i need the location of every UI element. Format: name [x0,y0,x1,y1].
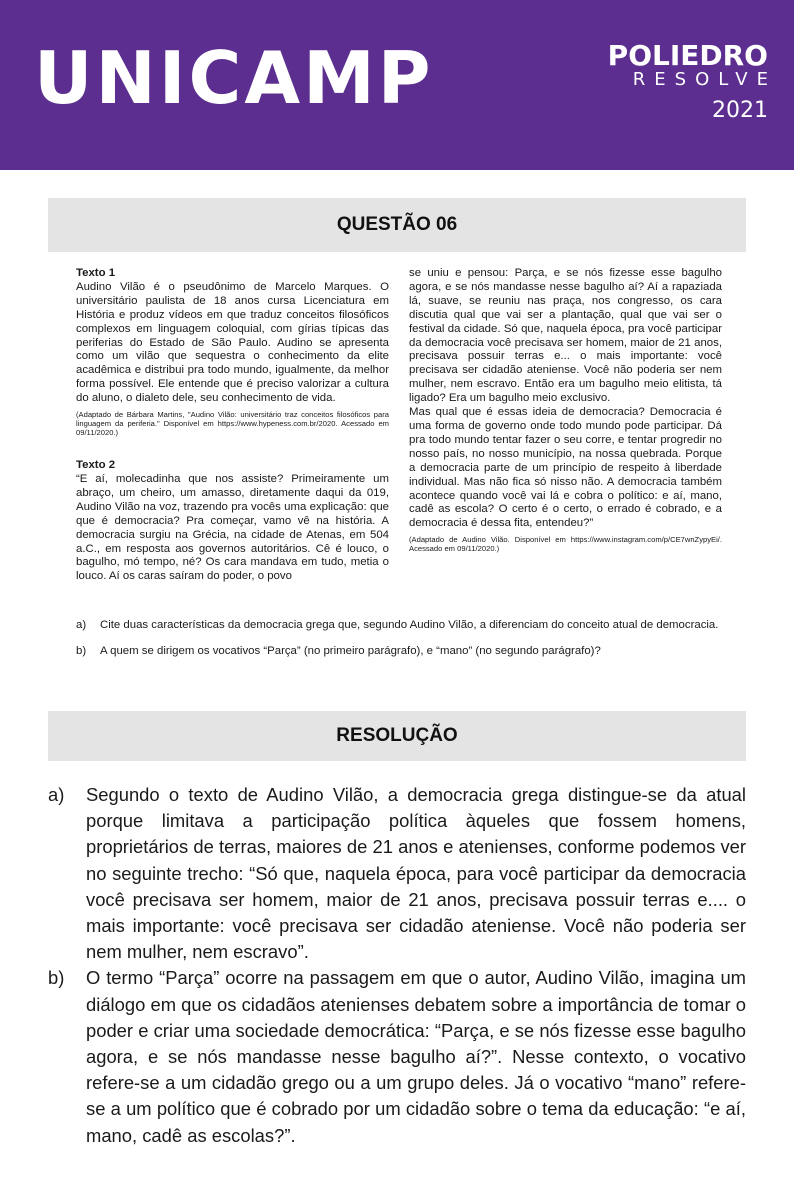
answer-letter: b) [48,967,65,989]
question-letter: a) [76,619,87,631]
answer-letter: a) [48,784,65,805]
question-title: QUESTÃO 06 [48,198,746,252]
texto1-body: Audino Vilão é o pseudônimo de Marcelo Marques. O universitário paulista de 18 anos cursa Licenciatura em História e produz vídeos em que traduz conceitos filosóficos complexos em linguagem coloquial, com gírias típicas das periferias do Estado de São Paulo. Audino se apresenta como um vilão que sequestra o conhecimento da elite acadêmica e distribui pra todo mundo, igualmente, da melhor forma possível. Ele entende que é preciso valorizar a cultura do aluno, o dialeto dele, seu conhecimento de vida. [76,280,389,405]
question-text: Cite duas características da democracia grega que, segundo Audino Vilão, a diferenciam do conceito atual de democracia. [100,619,719,631]
unicamp-logo: UNICAMP [34,36,434,120]
texto2-body-left: “E aí, molecadinha que nos assiste? Primeiramente um abraço, um cheiro, um amasso, diretamente daqui da 019, Audino Vilão na voz, trazendo pra vocês uma explicação: que que é democracia? Pra começar, vamo vê na história. A democracia surgiu na Grécia, na cidade de Atenas, em 504 a.C., em resposta aos governos autoritários. Cê é louco, o bagulho, mó tempo, né? Os cara mandava em tudo, metia o louco. Aí os caras saíram do poder, o povo [76,472,389,583]
resolution-title: RESOLUÇÃO [48,711,746,761]
question-list [76,618,722,670]
answer-list [48,782,746,1149]
answer-item [48,782,746,965]
answer-text: Segundo o texto de Audino Vilão, a democracia grega distingue-se da atual porque limitava a participação política àqueles que fossem homens, proprietários de terras, maiores de 21 anos e atenienses, conforme podemos ver no seguinte trecho: “Só que, naquela época, para você participar da democracia você precisava ser homem, maior de 21 anos, precisava possuir terras e.... o mais importante: você precisava ser cidadão ateniense. Você não poderia ser nem mulher, nem escravo”. [86,784,746,963]
page-header [0,0,794,170]
texto2-heading: Texto 2 [76,459,116,472]
texto2-source: (Adaptado de Audino Vilão. Disponível em https://www.instagram.com/p/CE7wnZypyEi/. Acessado em 09/11/2020.) [409,535,722,554]
texto2-body-right-1: se uniu e pensou: Parça, e se nós fizesse esse bagulho agora, e se nós mandasse nesse bagulho aí? Aí a rapaziada lá, suave, se reuniu nas praça, nos congresso, os cara discutia qual que vai ser a plantação, qual que vai ser o festival da cidade. Só que, naquela época, pra você participar da democracia você precisava ser homem, maior de 21 anos, precisava possuir terras e... o mais importante: você precisava ser cidadão ateniense. Você não poderia ser nem mulher, nem escravo. Então era um bagulho meio elitista, tá ligado? Era um bagulho meio exclusivo. [409,267,722,405]
question-letter: b) [76,645,87,657]
left-column [76,267,389,584]
exam-year: 2021 [712,98,768,123]
question-text: A quem se dirigem os vocativos “Parça” (no primeiro parágrafo), e “mano” (no segundo parágrafo)? [100,645,601,657]
brand-name: POLIEDRO [607,39,768,72]
question-item [76,644,722,658]
question-item [76,618,722,632]
brand-subtitle: RESOLVE [632,69,777,90]
right-column [409,267,722,553]
poliedro-brand [607,39,777,124]
answer-item [48,965,746,1148]
texto1-source: (Adaptado de Bárbara Martins, "Audino Vilão: universitário traz conceitos filosóficos para linguagem da periferia." Disponível em https://www.hypeness.com.br/2020. Acessado em 09/11/2020.) [76,410,389,438]
texto1-heading: Texto 1 [76,267,116,279]
texto2-body-right-2: Mas qual que é essas ideia de democracia? Democracia é uma forma de governo onde todo mundo pode participar. Dá pra todo mundo tentar fazer o seu corre, e tentar progredir no nosso país, no nosso município, na nossa quebrada. Porque a democracia parte de um princípio de respeito à liberdade individual. Mas não fica só nisso não. A democracia também acontece quando você vai lá e cobra o político: e aí, mano, cadê as escola? O certo é o certo, o errado é cobrado, e a democracia é dessa fita, entendeu?” [409,406,722,530]
answer-text: O termo “Parça” ocorre na passagem em que o autor, Audino Vilão, imagina um diálogo em que os cidadãos atenienses debatem sobre a importância de tomar o poder e criar uma sociedade democrática: “Parça, e se nós fizesse esse bagulho agora, e se nós mandasse nesse bagulho aí?”. Nesse contexto, o vocativo refere-se a um cidadão grego ou a um grupo deles. Já o vocativo “mano” refere-se a um político que é cobrado por um cidadão sobre o tema da educação: “e aí, mano, cadê as escolas?”. [86,967,746,1146]
